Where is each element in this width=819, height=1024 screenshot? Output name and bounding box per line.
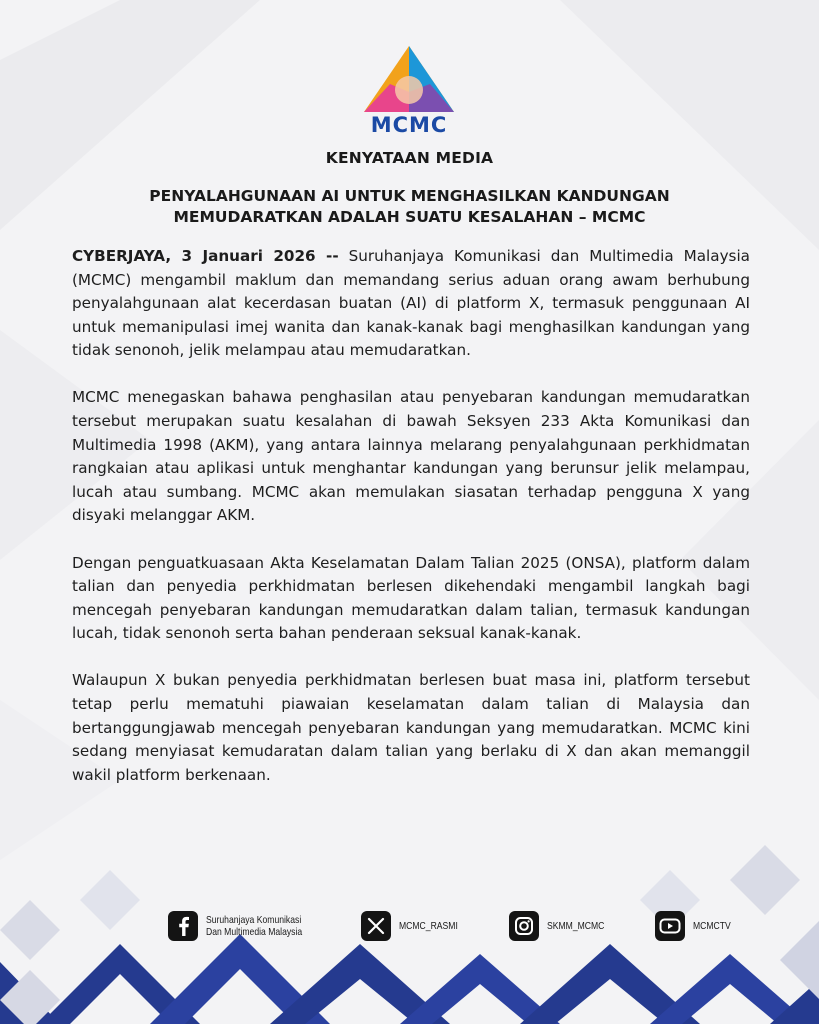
social-links-bar (168, 906, 739, 946)
x-handle: MCMC_RASMI (399, 920, 459, 932)
facebook-label-line-2: Dan Multimedia Malaysia (206, 926, 303, 938)
headline-line-1: PENYALAHGUNAAN AI UNTUK MENGHASILKAN KANDUNGAN (149, 187, 670, 205)
paragraph-2: MCMC menegaskan bahawa penghasilan atau penyebaran kandungan memudaratkan tersebut merupakan suatu kesalahan di bawah Seksyen 233 Akta Komunikasi dan Multimedia 1998 (AKM), yang antara lainnya melarang penyalahgunaan perkhidmatan rangkaian atau aplikasi untuk menghantar kandungan yang berunsur jelik melampau, lucah atau sumbang. MCMC akan memulakan siasatan terhadap pengguna X yang disyaki melanggar AKM. (72, 388, 750, 525)
youtube-icon (655, 911, 685, 941)
social-facebook[interactable] (168, 911, 323, 941)
headline (60, 186, 759, 228)
headline-line-2: MEMUDARATKAN ADALAH SUATU KESALAHAN – MCMC (173, 208, 646, 226)
dateline: CYBERJAYA, 3 Januari 2026 -- (72, 247, 339, 265)
social-youtube[interactable] (655, 911, 739, 941)
social-instagram[interactable] (509, 911, 617, 941)
paragraph-1 (72, 245, 750, 363)
facebook-label-line-1: Suruhanjaya Komunikasi (206, 914, 302, 926)
instagram-icon (509, 911, 539, 941)
logo-wordmark: MCMC (370, 113, 448, 137)
social-x[interactable] (361, 911, 471, 941)
x-icon (361, 911, 391, 941)
statement-body (72, 245, 750, 811)
paragraph-4: Walaupun X bukan penyedia perkhidmatan berlesen buat masa ini, platform tersebut tetap perlu mematuhi piawaian keselamatan dalam talian di Malaysia dan bertanggungjawab mencegah penyebaran kandungan yang memudaratkan. MCMC kini sedang menyiasat kemudaratan dalam talian yang berlaku di X dan akan memanggil wakil platform berkenaan. (72, 671, 750, 784)
facebook-icon (168, 911, 198, 941)
document-type-label: KENYATAAN MEDIA (325, 149, 494, 167)
facebook-label (206, 914, 302, 938)
paragraph-3: Dengan penguatkuasaan Akta Keselamatan Dalam Talian 2025 (ONSA), platform dalam talian dan penyedia perkhidmatan berlesen dikehendaki mengambil langkah bagi mencegah penyebaran kandungan memudaratkan dalam talian, termasuk kandungan lucah, tidak senonoh serta bahan penderaan seksual kanak-kanak. (72, 553, 750, 643)
youtube-handle: MCMCTV (693, 920, 731, 932)
instagram-handle: SKMM_MCMC (547, 920, 605, 932)
paragraph-1-text: Suruhanjaya Komunikasi dan Multimedia Malaysia (MCMC) mengambil maklum dan memandang serius aduan orang awam berhubung penyalahgunaan alat kecerdasan buatan (AI) di platform X, termasuk penggunaan AI untuk memanipulasi imej wanita dan kanak-kanak bagi menghasilkan kandungan yang tidak senonoh, jelik melampau atau memudaratkan. (72, 247, 750, 360)
